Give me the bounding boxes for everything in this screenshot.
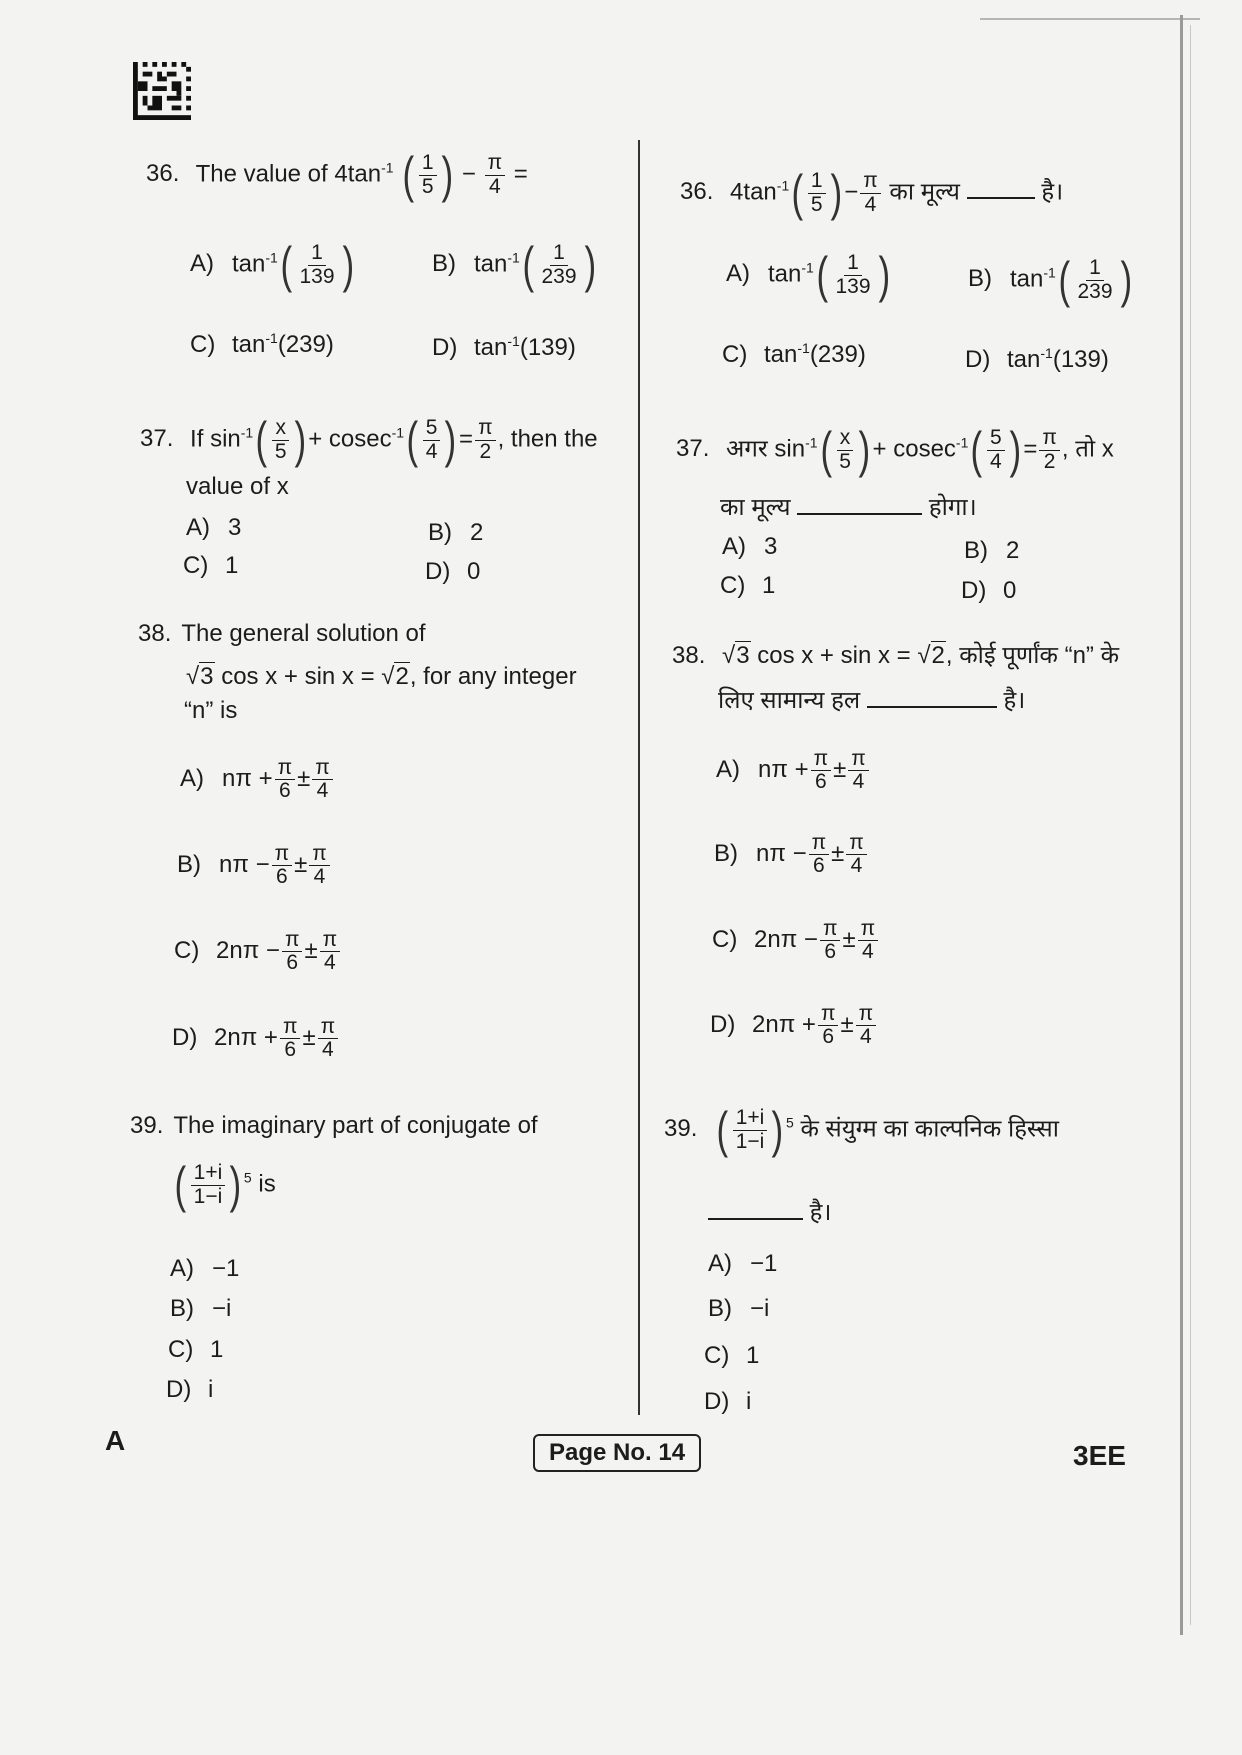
question-37-en: 37. If $\sin^{-1}$( $\frac{x}{5}$ ) + cosec$^{-1}$( $\frac{5}{4}$ ) = $\frac{\pi}{2}$ , then the	[140, 412, 598, 468]
question-38-en: 38. The general solution of	[138, 620, 426, 647]
q36-en-option-b[interactable]: B) $\tan^{-1}$( $\frac{1}{239}$ )	[432, 237, 596, 293]
series-letter: A	[105, 1425, 126, 1456]
q36-hi-option-c[interactable]: C) $\tan^{-1}(239)$	[722, 340, 866, 368]
q36-hi-option-d[interactable]: D) $\tan^{-1}(139)$	[965, 345, 1109, 373]
page-edge-line	[1180, 15, 1183, 1635]
q36-en-option-a[interactable]: A) $\tan^{-1}$( $\frac{1}{139}$ )	[190, 237, 354, 293]
question-39-hi-line2: है।	[708, 1195, 832, 1228]
q37-hi-option-b[interactable]: B) 2	[964, 537, 1020, 564]
q38-hi-option-a[interactable]: A) nπ + $\frac{\pi}{6}$ ± $\frac{\pi}{4}$	[716, 748, 871, 793]
question-36-en: 36. The value of $4\tan^{-1}$ ( $\frac{1}{5}$ ) − $\frac{\pi}{4}$ =	[146, 147, 528, 203]
datamatrix-code-icon	[133, 60, 191, 122]
question-38-en-line2: √3 cos x + sin x = √2, for any integer	[186, 663, 577, 690]
q38-hi-option-b[interactable]: B) nπ − $\frac{\pi}{6}$ ± $\frac{\pi}{4}$	[714, 832, 869, 877]
q38-hi-option-d[interactable]: D) 2nπ + $\frac{\pi}{6}$ ± $\frac{\pi}{4}$	[710, 1003, 878, 1048]
page-edge-line-inner	[1190, 25, 1191, 1625]
q37-hi-option-c[interactable]: C) 1	[720, 572, 776, 599]
q37-en-option-c[interactable]: C) 1	[183, 552, 239, 579]
q38-en-option-a[interactable]: A) nπ + $\frac{\pi}{6}$ ± $\frac{\pi}{4}$	[180, 757, 335, 802]
column-divider	[638, 140, 640, 1415]
page-top-rule	[980, 18, 1200, 20]
paper-code: 3EE	[1073, 1440, 1126, 1471]
q38-hi-option-c[interactable]: C) 2nπ − $\frac{\pi}{6}$ ± $\frac{\pi}{4}$	[712, 918, 880, 963]
q37-en-option-a[interactable]: A) 3	[186, 514, 242, 541]
q36-hi-option-a[interactable]: A) $\tan^{-1}$( $\frac{1}{139}$ )	[726, 247, 890, 303]
q39-hi-option-b[interactable]: B) −i	[708, 1295, 770, 1322]
question-39-hi: 39. ( $\frac{1+i}{1-i}$ ) $^5$ के संयुग्म का काल्पनिक हिस्सा	[664, 1102, 1059, 1158]
question-38-en-line3: “n” is	[184, 697, 238, 724]
question-38-hi: 38. √3 cos x + sin x = √2, कोई पूर्णांक “n” के	[672, 642, 1120, 669]
q37-en-option-b[interactable]: B) 2	[428, 519, 484, 546]
q36-hi-option-b[interactable]: B) $\tan^{-1}$( $\frac{1}{239}$ )	[968, 252, 1132, 308]
question-39-en-line2: ( $\frac{1+i}{1-i}$ ) $^5$ is	[174, 1157, 276, 1213]
q37-hi-option-a[interactable]: A) 3	[722, 533, 778, 560]
q36-en-option-d[interactable]: D) $\tan^{-1}(139)$	[432, 333, 576, 361]
question-37-en-line2: value of x	[186, 473, 289, 500]
q37-en-option-d[interactable]: D) 0	[425, 558, 481, 585]
q38-en-option-b[interactable]: B) nπ − $\frac{\pi}{6}$ ± $\frac{\pi}{4}$	[177, 843, 332, 888]
question-39-en: 39. The imaginary part of conjugate of	[130, 1112, 538, 1139]
q37-hi-option-d[interactable]: D) 0	[961, 577, 1017, 604]
q39-en-option-b[interactable]: B) −i	[170, 1295, 232, 1322]
question-38-hi-line2: लिए सामान्य हल है।	[718, 687, 1026, 714]
page-number-box: Page No. 14	[533, 1434, 701, 1472]
question-37-hi-line2: का मूल्य होगा।	[720, 494, 977, 521]
q39-en-option-d[interactable]: D) i	[166, 1376, 214, 1403]
q36-en-option-c[interactable]: C) $\tan^{-1}(239)$	[190, 330, 334, 358]
q39-hi-option-a[interactable]: A) −1	[708, 1250, 778, 1277]
q39-en-option-c[interactable]: C) 1	[168, 1336, 224, 1363]
q38-en-option-c[interactable]: C) 2nπ − $\frac{\pi}{6}$ ± $\frac{\pi}{4}$	[174, 929, 342, 974]
q39-hi-option-c[interactable]: C) 1	[704, 1342, 760, 1369]
q38-en-option-d[interactable]: D) 2nπ + $\frac{\pi}{6}$ ± $\frac{\pi}{4}$	[172, 1016, 340, 1061]
question-37-hi: 37. अगर $\sin^{-1}$( $\frac{x}{5}$ ) + cosec$^{-1}$( $\frac{5}{4}$ ) = $\frac{\pi}{2}$ , तो x	[676, 422, 1114, 478]
q39-en-option-a[interactable]: A) −1	[170, 1255, 240, 1282]
question-36-hi: 36. $4\tan^{-1}$( $\frac{1}{5}$ ) − $\frac{\pi}{4}$ का मूल्य है।	[680, 165, 1064, 221]
q39-hi-option-d[interactable]: D) i	[704, 1388, 752, 1415]
